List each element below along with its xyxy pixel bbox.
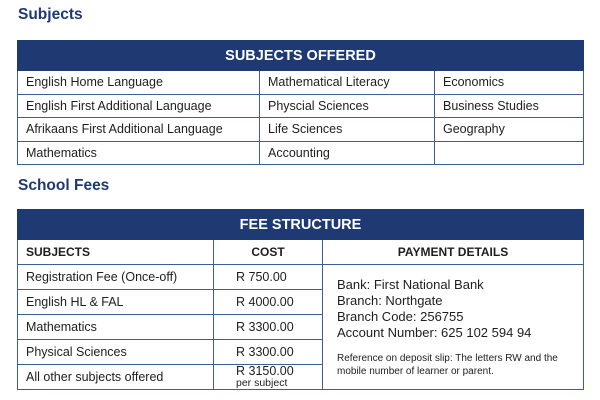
subject-cell: Economics	[435, 71, 584, 95]
subjects-column-header: SUBJECTS	[18, 240, 214, 265]
fee-cost: R 3300.00	[214, 340, 323, 365]
bank-name: Bank: First National Bank	[337, 277, 484, 292]
subject-cell: Mathematics	[18, 141, 260, 165]
subject-cell: Accounting	[260, 141, 435, 165]
fee-subject: Physical Sciences	[18, 340, 214, 365]
cost-column-header: COST	[214, 240, 323, 265]
fee-cost-note: per subject	[236, 377, 288, 389]
school-fees-heading: School Fees	[18, 177, 110, 194]
subject-cell: Mathematical Literacy	[260, 71, 435, 95]
table-row	[18, 94, 584, 118]
account-number: Account Number: 625 102 594 94	[337, 325, 532, 340]
subjects-table-title: SUBJECTS OFFERED	[18, 41, 584, 71]
fee-cost-cell	[214, 365, 323, 390]
table-row	[18, 118, 584, 142]
branch-code: Branch Code: 256755	[337, 309, 464, 324]
fee-structure-table	[17, 209, 584, 390]
fee-table-title: FEE STRUCTURE	[18, 210, 584, 240]
reference-note: Reference on deposit slip: The letters RW and the mobile number of learner or parent.	[337, 353, 558, 377]
fee-subject: Registration Fee (Once-off)	[18, 265, 214, 290]
subject-cell: Afrikaans First Additional Language	[18, 118, 260, 142]
subject-cell: Physcial Sciences	[260, 94, 435, 118]
subject-cell: Business Studies	[435, 94, 584, 118]
subject-cell: Life Sciences	[260, 118, 435, 142]
fee-cost: R 750.00	[214, 265, 323, 290]
fee-cost: R 3300.00	[214, 315, 323, 340]
fee-subject: English HL & FAL	[18, 290, 214, 315]
branch-name: Branch: Northgate	[337, 293, 443, 308]
fee-subject: All other subjects offered	[18, 365, 214, 390]
table-row	[18, 71, 584, 95]
payment-column-header: PAYMENT DETAILS	[323, 240, 584, 265]
table-row	[18, 141, 584, 165]
subject-cell	[435, 141, 584, 165]
fee-cost: R 3150.00	[236, 364, 294, 378]
subjects-offered-table	[17, 40, 584, 165]
fee-cost: R 4000.00	[214, 290, 323, 315]
fee-subject: Mathematics	[18, 315, 214, 340]
payment-details	[323, 265, 584, 390]
subject-cell: Geography	[435, 118, 584, 142]
table-row	[18, 265, 584, 290]
subject-cell: English Home Language	[18, 71, 260, 95]
subjects-heading: Subjects	[18, 6, 83, 23]
subject-cell: English First Additional Language	[18, 94, 260, 118]
